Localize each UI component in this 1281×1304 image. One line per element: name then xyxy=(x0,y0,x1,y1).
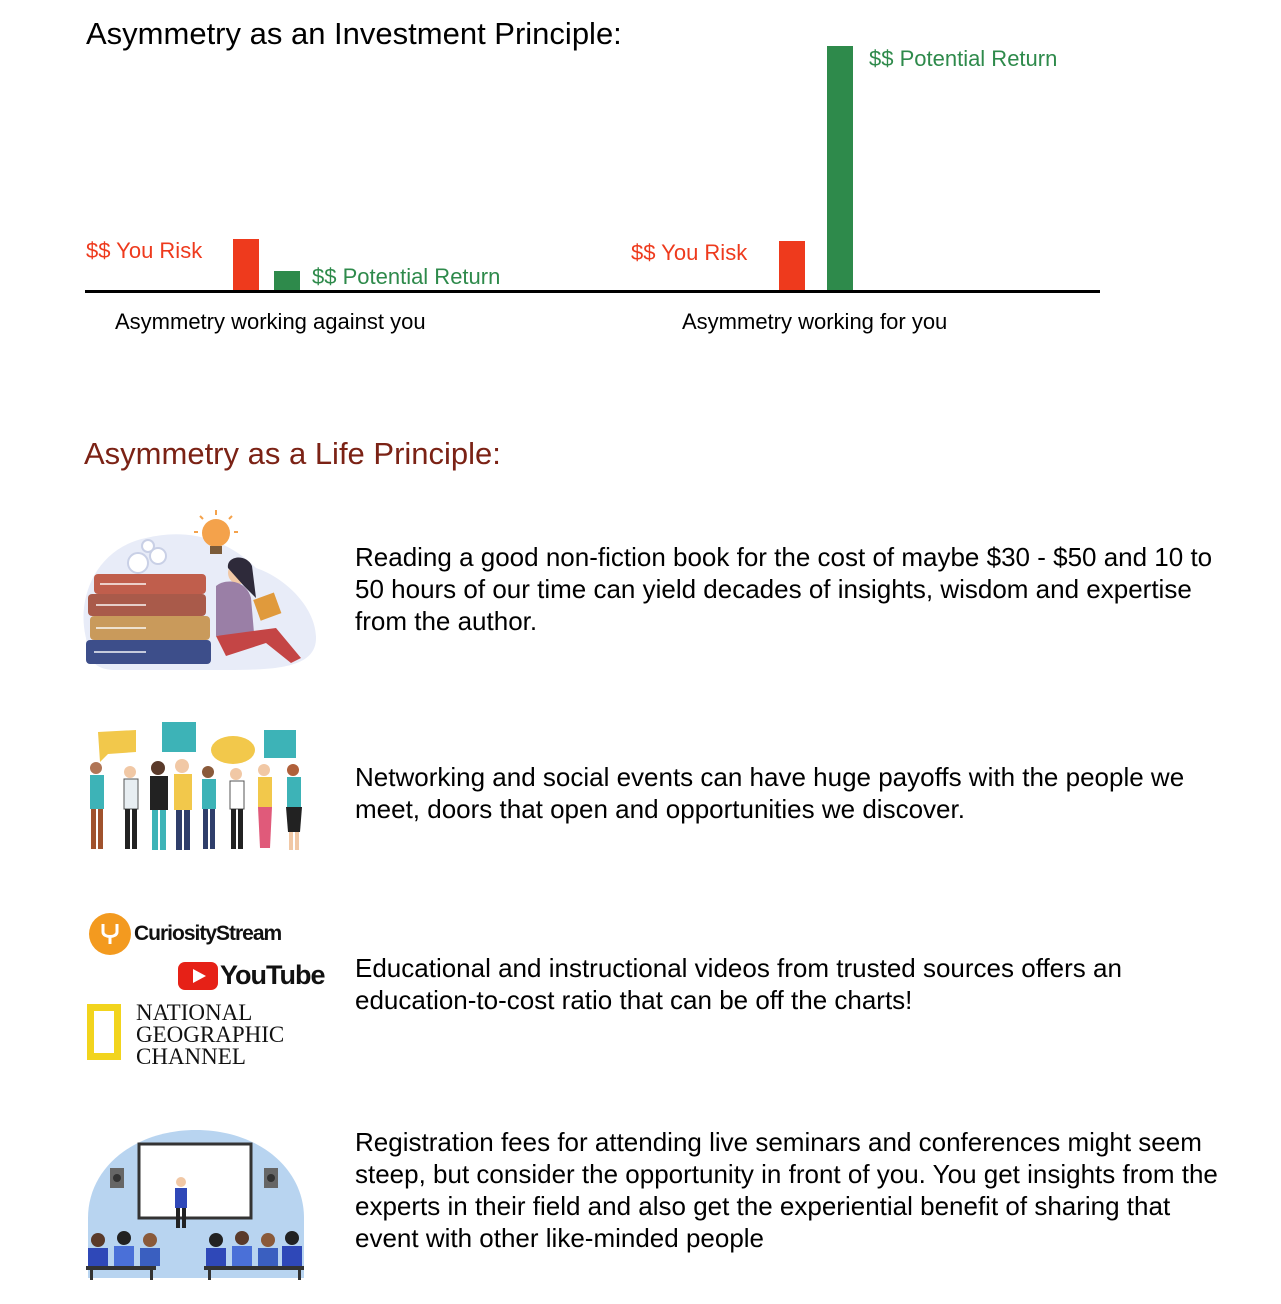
seminar-illustration xyxy=(84,1128,306,1280)
right-return-label: $$ Potential Return xyxy=(869,46,1058,71)
video-logos xyxy=(86,912,325,1072)
left-caption: Asymmetry working against you xyxy=(115,309,426,334)
reading-text: Reading a good non-fiction book for the cost of maybe $30 - $50 and 10 to 50 hours of our time can yield decades of insights, wisdom and expertise from the author. xyxy=(355,542,1213,636)
right-caption: Asymmetry working for you xyxy=(682,309,948,334)
natgeo-line-1: NATIONAL xyxy=(136,1000,253,1025)
left-return-bar xyxy=(274,271,300,291)
left-return-label: $$ Potential Return xyxy=(312,264,501,289)
seminar-text: Registration fees for attending live seminars and conferences might seem steep, but consider the opportunity in front of you. You get insights from the experts in their field and also get the experiential benefit of sharing that event with other like-minded people xyxy=(355,1127,1218,1253)
right-return-bar xyxy=(827,46,853,291)
youtube-play-icon xyxy=(178,962,218,990)
videos-text: Educational and instructional videos from trusted sources offers an education-to-cost ratio that can be off the charts! xyxy=(355,953,1122,1015)
curiosity-stream-logo: CuriosityStream xyxy=(134,922,282,945)
left-risk-label: $$ You Risk xyxy=(86,238,203,263)
right-risk-label: $$ You Risk xyxy=(631,240,748,265)
networking-text: Networking and social events can have huge payoffs with the people we meet, doors that open and opportunities we discover. xyxy=(355,762,1185,824)
left-risk-bar xyxy=(233,239,259,291)
youtube-logo: YouTube xyxy=(220,960,325,990)
natgeo-line-3: CHANNEL xyxy=(136,1044,246,1069)
baseline xyxy=(85,290,1100,293)
natgeo-logo xyxy=(136,1002,284,1068)
curiosity-stream-icon xyxy=(88,912,132,956)
networking-illustration xyxy=(86,720,308,856)
natgeo-line-2: GEOGRAPHIC xyxy=(136,1022,285,1047)
reading-illustration xyxy=(76,508,320,674)
right-risk-bar xyxy=(779,241,805,291)
investment-title: Asymmetry as an Investment Principle: xyxy=(86,16,622,51)
life-title: Asymmetry as a Life Principle: xyxy=(84,436,501,471)
natgeo-frame-icon xyxy=(87,1004,121,1060)
